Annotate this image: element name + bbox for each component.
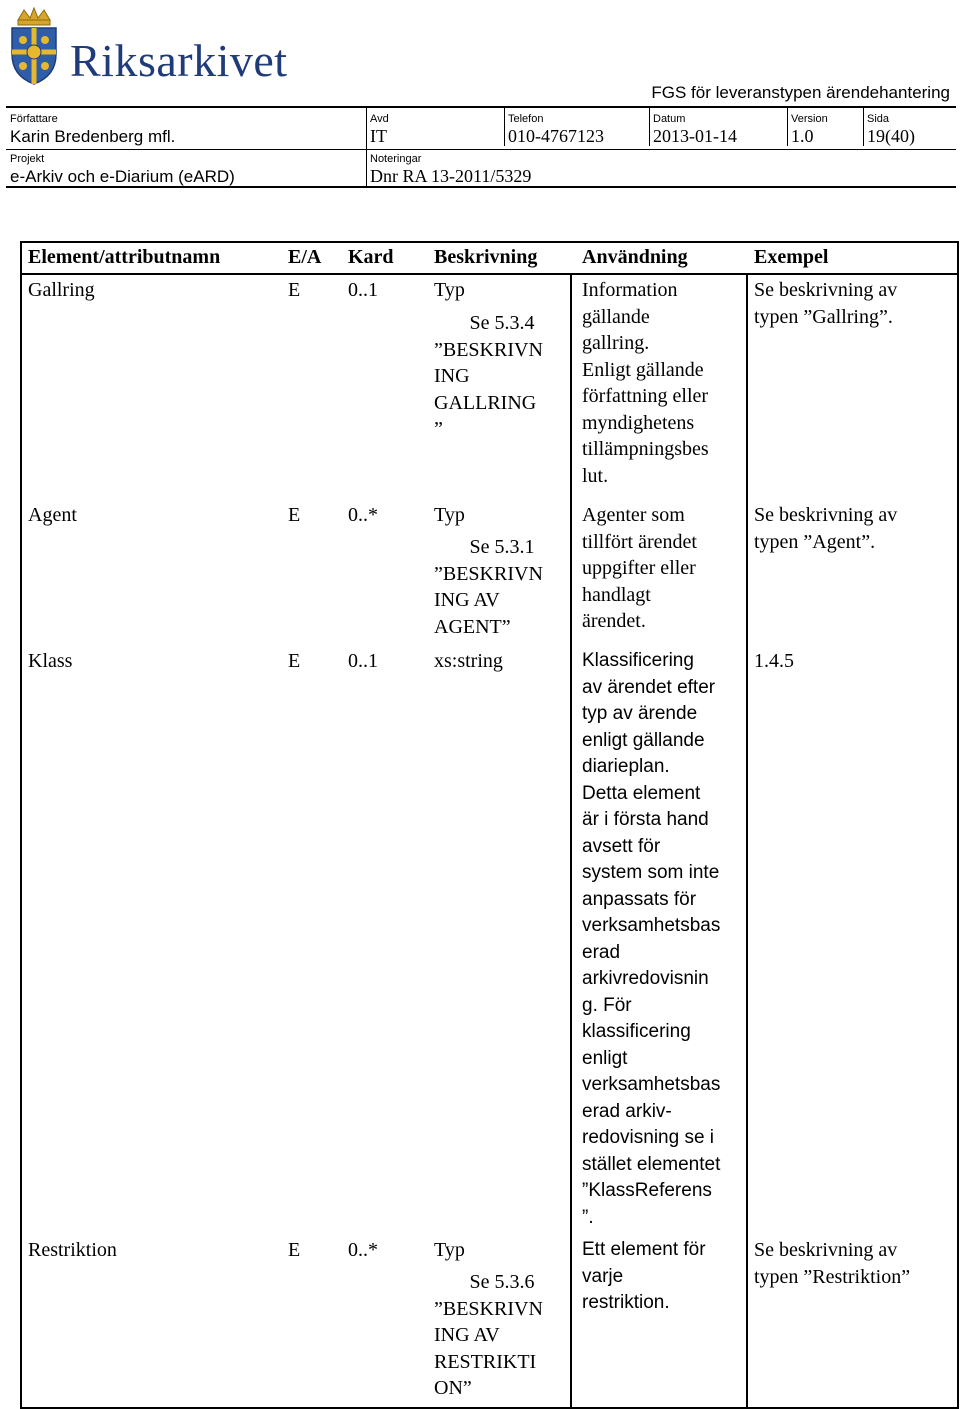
anvandning-line: myndighetens: [582, 411, 695, 434]
cell-anvandning: [582, 502, 697, 635]
anvandning-line: gällande: [582, 305, 650, 328]
anvandning-line: klassificering: [582, 1021, 691, 1042]
cell-anvandning: [582, 277, 709, 489]
version-cell: [791, 113, 828, 147]
noteringar-label: Noteringar: [370, 153, 422, 165]
anvandning-line: Information: [582, 279, 678, 301]
column-header-anvandning: Användning: [582, 246, 688, 268]
anvandning-line: Agenter som: [582, 504, 685, 526]
anvandning-line: verksamhetsbas: [582, 915, 721, 936]
column-header-element: Element/attributnamn: [28, 246, 221, 268]
anvandning-line: lut.: [582, 464, 609, 487]
cell-element-name: Klass: [28, 650, 73, 672]
datum-value: 2013-01-14: [653, 126, 737, 146]
forfattare-cell: [10, 113, 175, 147]
exempel-line: Se beskrivning av: [754, 1239, 898, 1261]
table-header-divider: [20, 273, 959, 275]
anvandning-line: ”KlassReferens: [582, 1180, 712, 1201]
anvandning-line: g. För: [582, 994, 632, 1016]
cell-exempel: [754, 502, 897, 555]
exempel-line: Se beskrivning av: [754, 504, 898, 526]
cell-beskrivning-line: Typ: [434, 279, 465, 301]
cell-kard: 0..1: [348, 279, 378, 301]
anvandning-line: diarieplan.: [582, 756, 670, 777]
anvandning-line: tillämpningsbes: [582, 438, 709, 460]
column-header-beskrivning: Beskrivning: [434, 246, 538, 268]
projekt-value: e-Arkiv och e-Diarium (eARD): [10, 167, 235, 186]
beskrivning-line: AGENT”: [434, 615, 511, 638]
sida-cell: [867, 113, 915, 147]
cell-element-name: Restriktion: [28, 1239, 117, 1261]
cell-ea: E: [288, 504, 301, 526]
version-label: Version: [791, 113, 828, 125]
avd-cell: [370, 113, 389, 147]
table-column-divider: [570, 275, 572, 1407]
anvandning-line: verksamhetsbas: [582, 1074, 721, 1095]
column-header-kard: Kard: [348, 246, 394, 268]
element-table: [20, 241, 959, 1409]
beskrivning-line: Se 5.3.4: [469, 312, 535, 334]
anvandning-line: typ av ärende: [582, 703, 698, 724]
column-header-exempel: Exempel: [754, 246, 829, 268]
anvandning-line: uppgifter eller: [582, 557, 696, 579]
anvandning-line: av ärendet efter: [582, 676, 716, 698]
beskrivning-line: ”BESKRIVN: [434, 562, 543, 585]
avd-label: Avd: [370, 113, 389, 125]
cell-exempel: [754, 1237, 910, 1290]
cell-exempel: [754, 277, 897, 330]
metadata-divider: [863, 108, 864, 146]
anvandning-line: handlagt: [582, 583, 651, 606]
anvandning-line: restriktion.: [582, 1292, 670, 1313]
anvandning-line: gallring.: [582, 332, 650, 354]
column-header-ea: E/A: [288, 246, 322, 268]
cell-anvandning: [582, 648, 720, 1231]
exempel-line: Se beskrivning av: [754, 279, 898, 301]
anvandning-line: stället elementet: [582, 1153, 721, 1175]
cell-beskrivning-line: xs:string: [434, 650, 503, 672]
exempel-line: typen ”Agent”.: [754, 530, 876, 553]
beskrivning-line: Se 5.3.6: [469, 1271, 535, 1293]
telefon-cell: [508, 113, 604, 147]
anvandning-line: erad: [582, 941, 621, 963]
cell-kard: 0..*: [348, 504, 378, 526]
anvandning-line: varje: [582, 1265, 624, 1287]
sida-value: 19(40): [867, 126, 915, 146]
noteringar-cell: [370, 153, 531, 187]
cell-ea: E: [288, 279, 301, 301]
cell-ea: E: [288, 1239, 301, 1261]
metadata-block: [6, 106, 956, 188]
anvandning-line: erad arkiv-: [582, 1100, 672, 1122]
anvandning-line: redovisning se i: [582, 1127, 715, 1148]
version-value: 1.0: [791, 126, 814, 146]
metadata-divider: [366, 108, 367, 186]
anvandning-line: enligt gällande: [582, 729, 705, 751]
avd-value: IT: [370, 126, 387, 146]
projekt-cell: [10, 153, 235, 187]
anvandning-line: Detta element: [582, 782, 701, 804]
anvandning-line: tillfört ärendet: [582, 530, 697, 553]
beskrivning-line: ”: [434, 418, 443, 440]
metadata-divider: [6, 149, 956, 150]
cell-element-name: Agent: [28, 504, 77, 526]
cell-beskrivning-block: [434, 310, 570, 443]
cell-beskrivning-block: [434, 534, 570, 640]
telefon-label: Telefon: [508, 113, 544, 125]
exempel-line: 1.4.5: [754, 650, 794, 672]
beskrivning-line: ING: [434, 365, 470, 387]
table-column-divider: [746, 275, 748, 1407]
anvandning-line: avsett för: [582, 835, 661, 857]
logo-text: Riksarkivet: [70, 35, 288, 86]
noteringar-value: Dnr RA 13-2011/5329: [370, 166, 532, 186]
beskrivning-line: ”BESKRIVN: [434, 1297, 543, 1320]
beskrivning-line: GALLRING: [434, 391, 537, 414]
anvandning-line: anpassats för: [582, 888, 697, 910]
beskrivning-line: ON”: [434, 1377, 472, 1399]
forfattare-label: Författare: [10, 113, 58, 125]
beskrivning-line: ING AV: [434, 1324, 500, 1346]
anvandning-line: författning eller: [582, 385, 709, 407]
anvandning-line: Ett element för: [582, 1239, 706, 1260]
projekt-label: Projekt: [10, 153, 45, 165]
document-title: FGS för leveranstypen ärendehantering: [651, 83, 950, 102]
anvandning-line: ärendet.: [582, 610, 646, 632]
beskrivning-line: ”BESKRIVN: [434, 338, 543, 361]
cell-element-name: Gallring: [28, 279, 95, 301]
metadata-divider: [787, 108, 788, 146]
anvandning-line: Klassificering: [582, 650, 694, 671]
cell-exempel: [754, 648, 794, 675]
telefon-value: 010-4767123: [508, 126, 604, 146]
anvandning-line: system som inte: [582, 862, 720, 883]
exempel-line: typen ”Gallring”.: [754, 305, 893, 328]
sida-label: Sida: [867, 113, 890, 125]
cell-anvandning: [582, 1237, 706, 1317]
anvandning-line: enligt: [582, 1047, 628, 1069]
datum-label: Datum: [653, 113, 686, 125]
anvandning-line: ”.: [582, 1206, 594, 1228]
anvandning-line: arkivredovisnin: [582, 968, 709, 989]
anvandning-line: Enligt gällande: [582, 358, 704, 381]
cell-ea: E: [288, 650, 301, 672]
metadata-divider: [649, 108, 650, 146]
beskrivning-line: Se 5.3.1: [469, 536, 535, 558]
beskrivning-line: RESTRIKTI: [434, 1350, 537, 1373]
cell-beskrivning-block: [434, 1269, 570, 1402]
cell-beskrivning-line: Typ: [434, 1239, 465, 1261]
metadata-divider: [504, 108, 505, 146]
exempel-line: typen ”Restriktion”: [754, 1265, 911, 1288]
anvandning-line: är i första hand: [582, 809, 709, 830]
crown-crest-icon: [8, 6, 60, 86]
cell-kard: 0..1: [348, 650, 378, 672]
cell-beskrivning-line: Typ: [434, 504, 465, 526]
riksarkivet-logo: [8, 6, 298, 86]
forfattare-value: Karin Bredenberg mfl.: [10, 127, 176, 146]
cell-kard: 0..*: [348, 1239, 378, 1261]
datum-cell: [653, 113, 737, 147]
beskrivning-line: ING AV: [434, 589, 500, 611]
